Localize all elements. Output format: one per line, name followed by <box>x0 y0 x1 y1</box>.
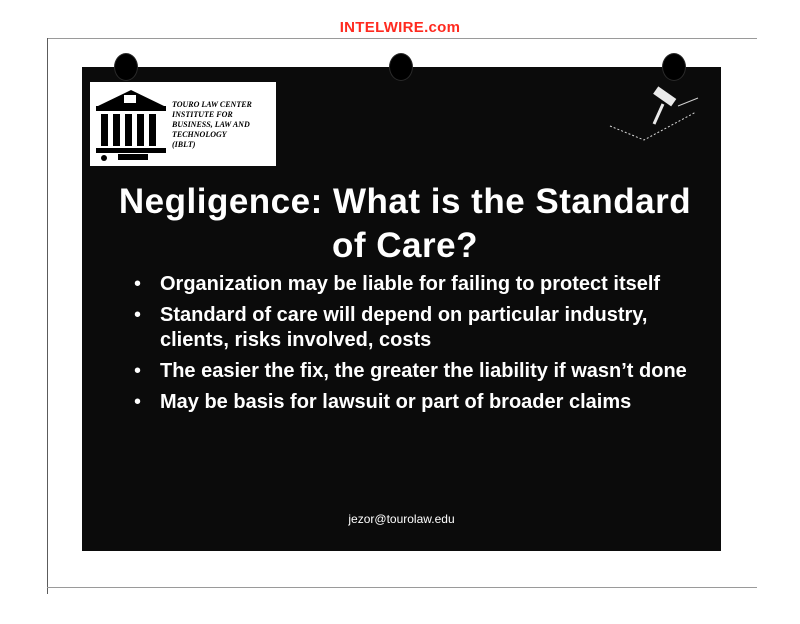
punch-hole-right <box>662 53 686 81</box>
bullet-dot: • <box>134 273 142 295</box>
watermark-text: INTELWIRE.com <box>339 19 461 36</box>
bullet-text: Organization may be liable for failing to protect itself <box>160 273 661 295</box>
page-top-rule <box>47 38 757 39</box>
touro-logo <box>90 82 276 166</box>
logo-text: TOURO LAW CENTER INSTITUTE FOR BUSINESS, LAW AND TECHNOLOGY (IBLT) <box>172 100 252 149</box>
bullet-item <box>134 359 694 384</box>
gavel-icon <box>608 84 708 144</box>
footer-email: jezor@tourolaw.edu <box>348 512 455 526</box>
page-bottom-rule <box>47 587 757 588</box>
bullet-list <box>134 272 694 421</box>
punch-hole-left <box>114 53 138 81</box>
bullet-text: May be basis for lawsuit or part of broader claims <box>160 391 632 413</box>
bullet-item <box>134 303 694 353</box>
page-left-rule <box>47 38 48 594</box>
bullet-dot: • <box>134 360 142 382</box>
bullet-item <box>134 390 694 415</box>
bullet-dot: • <box>134 391 142 413</box>
bullet-text: Standard of care will depend on particular industry, clients, risks involved, costs <box>160 304 648 351</box>
bullet-text: The easier the fix, the greater the liability if wasn’t done <box>160 360 687 382</box>
bullet-item <box>134 272 694 297</box>
courthouse-icon <box>94 88 168 162</box>
punch-hole-center <box>389 53 413 81</box>
slide-title: Negligence: What is the Standard of Care? <box>118 182 692 265</box>
bullet-dot: • <box>134 304 142 326</box>
